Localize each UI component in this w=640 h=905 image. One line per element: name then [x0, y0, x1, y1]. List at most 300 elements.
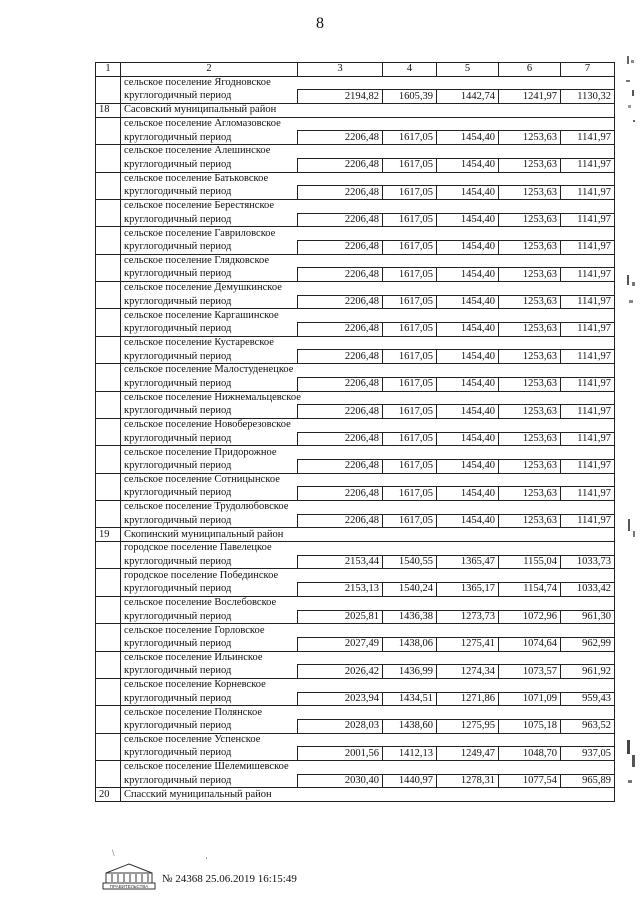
- period-label: круглогодичный период: [121, 610, 298, 624]
- tariff-value: 1253,63: [499, 514, 561, 528]
- settlement-name: сельское поселение Придорожное: [121, 446, 615, 460]
- tariff-value: 1253,63: [499, 487, 561, 501]
- tariff-value: 1141,97: [561, 295, 615, 309]
- row-index: [96, 720, 121, 734]
- tariff-value: 1141,97: [561, 213, 615, 227]
- settlement-row: [96, 336, 615, 350]
- tariff-value: 1253,63: [499, 131, 561, 145]
- period-label: круглогодичный период: [121, 213, 298, 227]
- tariff-value: 2023,94: [298, 692, 383, 706]
- district-name: Скопинский муниципальный район: [121, 528, 615, 542]
- district-row: [96, 104, 615, 118]
- tariff-value: 1253,63: [499, 405, 561, 419]
- tariff-value: 1617,05: [383, 158, 437, 172]
- tariff-value: 1454,40: [437, 459, 499, 473]
- row-index: [96, 172, 121, 186]
- tariff-value: 2206,48: [298, 323, 383, 337]
- tariff-value: 2206,48: [298, 350, 383, 364]
- tariff-value: 2206,48: [298, 213, 383, 227]
- tariff-value: 1141,97: [561, 350, 615, 364]
- period-label: круглогодичный период: [121, 720, 298, 734]
- row-index: [96, 199, 121, 213]
- settlement-name: сельское поселение Глядковское: [121, 254, 615, 268]
- table-row: [96, 405, 615, 419]
- table-row: [96, 432, 615, 446]
- district-name: Сасовский муниципальный район: [121, 104, 615, 118]
- tariff-value: 2026,42: [298, 665, 383, 679]
- row-index: [96, 186, 121, 200]
- tariff-table: [95, 62, 615, 802]
- row-index: [96, 227, 121, 241]
- settlement-name: сельское поселение Шелемишевское: [121, 761, 615, 775]
- settlement-row: [96, 733, 615, 747]
- tariff-value: 1253,63: [499, 432, 561, 446]
- row-index: [96, 282, 121, 296]
- tariff-value: 1617,05: [383, 514, 437, 528]
- scan-noise: [624, 515, 638, 555]
- tariff-value: 2001,56: [298, 747, 383, 761]
- tariff-value: 1617,05: [383, 377, 437, 391]
- tariff-value: 1141,97: [561, 377, 615, 391]
- tariff-value: 2206,48: [298, 487, 383, 501]
- tariff-value: 1130,32: [561, 90, 615, 104]
- row-index: [96, 418, 121, 432]
- tariff-value: 1438,60: [383, 720, 437, 734]
- tariff-value: 1454,40: [437, 295, 499, 309]
- tariff-value: 1617,05: [383, 487, 437, 501]
- tariff-value: 1436,38: [383, 610, 437, 624]
- table-row: [96, 583, 615, 597]
- tariff-value: 1253,63: [499, 268, 561, 282]
- row-index: [96, 761, 121, 775]
- tariff-value: 1617,05: [383, 186, 437, 200]
- settlement-row: [96, 309, 615, 323]
- scan-mark: ·: [205, 853, 208, 863]
- row-index: 19: [96, 528, 121, 542]
- page-number: 8: [316, 15, 324, 32]
- tariff-value: 1365,17: [437, 583, 499, 597]
- settlement-name: сельское поселение Малостуденецкое: [121, 364, 615, 378]
- settlement-name: сельское поселение Демушкинское: [121, 282, 615, 296]
- tariff-value: 1048,70: [499, 747, 561, 761]
- row-index: 20: [96, 788, 121, 802]
- district-name: Спасский муниципальный район: [121, 788, 615, 802]
- settlement-row: [96, 199, 615, 213]
- row-index: [96, 323, 121, 337]
- period-label: круглогодичный период: [121, 774, 298, 788]
- column-header: 1: [96, 63, 121, 77]
- tariff-value: 1454,40: [437, 432, 499, 446]
- tariff-value: 1253,63: [499, 377, 561, 391]
- tariff-value: 2206,48: [298, 514, 383, 528]
- table-row: [96, 131, 615, 145]
- table-row: [96, 186, 615, 200]
- settlement-name: сельское поселение Корневское: [121, 678, 615, 692]
- tariff-value: 1617,05: [383, 432, 437, 446]
- settlement-row: [96, 76, 615, 90]
- tariff-value: 2206,48: [298, 377, 383, 391]
- period-label: круглогодичный период: [121, 268, 298, 282]
- period-label: круглогодичный период: [121, 583, 298, 597]
- row-index: [96, 706, 121, 720]
- tariff-value: 1072,96: [499, 610, 561, 624]
- period-label: круглогодичный период: [121, 459, 298, 473]
- tariff-value: 1454,40: [437, 377, 499, 391]
- tariff-value: 2206,48: [298, 240, 383, 254]
- tariff-value: 1454,40: [437, 213, 499, 227]
- table-row: [96, 459, 615, 473]
- table-row: [96, 637, 615, 651]
- tariff-value: 2206,48: [298, 158, 383, 172]
- tariff-value: 1033,73: [561, 555, 615, 569]
- tariff-value: 1141,97: [561, 268, 615, 282]
- table-row: [96, 747, 615, 761]
- table-header-row: [96, 63, 615, 77]
- table-row: [96, 158, 615, 172]
- tariff-value: 1073,57: [499, 665, 561, 679]
- column-header: 4: [383, 63, 437, 77]
- tariff-value: 1617,05: [383, 240, 437, 254]
- tariff-value: 1440,97: [383, 774, 437, 788]
- tariff-value: 1540,55: [383, 555, 437, 569]
- settlement-name: сельское поселение Горловское: [121, 624, 615, 638]
- row-index: [96, 555, 121, 569]
- settlement-row: [96, 473, 615, 487]
- settlement-name: городское поселение Побединское: [121, 569, 615, 583]
- row-index: [96, 254, 121, 268]
- settlement-row: [96, 542, 615, 556]
- row-index: [96, 117, 121, 131]
- tariff-value: 1454,40: [437, 323, 499, 337]
- settlement-row: [96, 418, 615, 432]
- period-label: круглогодичный период: [121, 747, 298, 761]
- settlement-name: сельское поселение Успенское: [121, 733, 615, 747]
- row-index: [96, 747, 121, 761]
- row-index: [96, 405, 121, 419]
- tariff-value: 2153,13: [298, 583, 383, 597]
- settlement-row: [96, 624, 615, 638]
- tariff-value: 1436,99: [383, 665, 437, 679]
- settlement-row: [96, 145, 615, 159]
- table-row: [96, 90, 615, 104]
- row-index: [96, 391, 121, 405]
- row-index: [96, 542, 121, 556]
- tariff-value: 1141,97: [561, 240, 615, 254]
- period-label: круглогодичный период: [121, 377, 298, 391]
- tariff-value: 1141,97: [561, 459, 615, 473]
- tariff-value: 2030,40: [298, 774, 383, 788]
- settlement-row: [96, 501, 615, 515]
- tariff-value: 1365,47: [437, 555, 499, 569]
- settlement-name: сельское поселение Полянское: [121, 706, 615, 720]
- svg-text:ПРАВИТЕЛЬСТВА: ПРАВИТЕЛЬСТВА: [109, 884, 149, 889]
- settlement-name: сельское поселение Каргашинское: [121, 309, 615, 323]
- document-id: № 24368 25.06.2019 16:15:49: [162, 873, 297, 885]
- tariff-value: 1454,40: [437, 158, 499, 172]
- tariff-value: 1253,63: [499, 240, 561, 254]
- row-index: [96, 350, 121, 364]
- period-label: круглогодичный период: [121, 405, 298, 419]
- column-header: 5: [437, 63, 499, 77]
- settlement-row: [96, 364, 615, 378]
- table-row: [96, 514, 615, 528]
- tariff-value: 1454,40: [437, 405, 499, 419]
- table-row: [96, 350, 615, 364]
- period-label: круглогодичный период: [121, 158, 298, 172]
- settlement-name: городское поселение Павелецкое: [121, 542, 615, 556]
- tariff-value: 2206,48: [298, 432, 383, 446]
- table-row: [96, 774, 615, 788]
- row-index: [96, 309, 121, 323]
- row-index: [96, 364, 121, 378]
- table-row: [96, 240, 615, 254]
- tariff-value: 1412,13: [383, 747, 437, 761]
- row-index: [96, 733, 121, 747]
- district-row: [96, 528, 615, 542]
- row-index: [96, 377, 121, 391]
- settlement-name: сельское поселение Нижнемальцевское: [121, 391, 615, 405]
- row-index: [96, 514, 121, 528]
- settlement-row: [96, 391, 615, 405]
- column-header: 6: [499, 63, 561, 77]
- row-index: [96, 432, 121, 446]
- tariff-value: 963,52: [561, 720, 615, 734]
- tariff-value: 2206,48: [298, 295, 383, 309]
- tariff-value: 1253,63: [499, 350, 561, 364]
- settlement-row: [96, 678, 615, 692]
- tariff-value: 1253,63: [499, 213, 561, 227]
- settlement-row: [96, 117, 615, 131]
- tariff-value: 1075,18: [499, 720, 561, 734]
- row-index: [96, 446, 121, 460]
- tariff-value: 1033,42: [561, 583, 615, 597]
- tariff-value: 1454,40: [437, 268, 499, 282]
- district-row: [96, 788, 615, 802]
- tariff-value: 1273,73: [437, 610, 499, 624]
- tariff-value: 1141,97: [561, 131, 615, 145]
- tariff-value: 959,43: [561, 692, 615, 706]
- row-index: [96, 268, 121, 282]
- tariff-value: 1617,05: [383, 405, 437, 419]
- tariff-value: 1253,63: [499, 158, 561, 172]
- table-row: [96, 487, 615, 501]
- tariff-value: 1278,31: [437, 774, 499, 788]
- scan-mark: \: [112, 848, 115, 858]
- tariff-value: 1454,40: [437, 131, 499, 145]
- row-index: [96, 459, 121, 473]
- tariff-value: 1454,40: [437, 487, 499, 501]
- period-label: круглогодичный период: [121, 350, 298, 364]
- tariff-value: 1253,63: [499, 323, 561, 337]
- tariff-value: 2028,03: [298, 720, 383, 734]
- settlement-row: [96, 172, 615, 186]
- table-row: [96, 610, 615, 624]
- tariff-value: 965,89: [561, 774, 615, 788]
- tariff-value: 2025,81: [298, 610, 383, 624]
- row-index: [96, 76, 121, 90]
- tariff-value: 1442,74: [437, 90, 499, 104]
- settlement-row: [96, 254, 615, 268]
- tariff-value: 1241,97: [499, 90, 561, 104]
- tariff-value: 1253,63: [499, 459, 561, 473]
- tariff-value: 1454,40: [437, 186, 499, 200]
- tariff-value: 1617,05: [383, 350, 437, 364]
- tariff-value: 1141,97: [561, 158, 615, 172]
- tariff-value: 1454,40: [437, 240, 499, 254]
- table-row: [96, 295, 615, 309]
- column-header: 2: [121, 63, 298, 77]
- table-row: [96, 377, 615, 391]
- tariff-value: 1155,04: [499, 555, 561, 569]
- settlement-name: сельское поселение Ильинское: [121, 651, 615, 665]
- row-index: [96, 610, 121, 624]
- settlement-row: [96, 569, 615, 583]
- row-index: [96, 473, 121, 487]
- period-label: круглогодичный период: [121, 240, 298, 254]
- row-index: [96, 583, 121, 597]
- table-row: [96, 213, 615, 227]
- tariff-value: 1275,95: [437, 720, 499, 734]
- period-label: круглогодичный период: [121, 323, 298, 337]
- settlement-name: сельское поселение Новоберезовское: [121, 418, 615, 432]
- settlement-name: сельское поселение Вослебовское: [121, 596, 615, 610]
- period-label: круглогодичный период: [121, 90, 298, 104]
- period-label: круглогодичный период: [121, 555, 298, 569]
- row-index: [96, 158, 121, 172]
- row-index: [96, 90, 121, 104]
- row-index: [96, 213, 121, 227]
- tariff-value: 2194,82: [298, 90, 383, 104]
- period-label: круглогодичный период: [121, 665, 298, 679]
- tariff-value: 1617,05: [383, 268, 437, 282]
- tariff-value: 2153,44: [298, 555, 383, 569]
- tariff-value: 1434,51: [383, 692, 437, 706]
- tariff-value: 1454,40: [437, 514, 499, 528]
- row-index: 18: [96, 104, 121, 118]
- tariff-value: 1617,05: [383, 323, 437, 337]
- scan-noise: [624, 50, 638, 140]
- row-index: [96, 336, 121, 350]
- tariff-value: 937,05: [561, 747, 615, 761]
- row-index: [96, 295, 121, 309]
- settlement-row: [96, 446, 615, 460]
- tariff-value: 1438,06: [383, 637, 437, 651]
- settlement-name: сельское поселение Трудолюбовское: [121, 501, 615, 515]
- row-index: [96, 692, 121, 706]
- tariff-value: 1249,47: [437, 747, 499, 761]
- tariff-value: 2027,49: [298, 637, 383, 651]
- column-header: 3: [298, 63, 383, 77]
- tariff-value: 1141,97: [561, 186, 615, 200]
- row-index: [96, 487, 121, 501]
- settlement-name: сельское поселение Батьковское: [121, 172, 615, 186]
- tariff-value: 1274,34: [437, 665, 499, 679]
- table-row: [96, 692, 615, 706]
- row-index: [96, 240, 121, 254]
- tariff-value: 1071,09: [499, 692, 561, 706]
- tariff-value: 962,99: [561, 637, 615, 651]
- row-index: [96, 665, 121, 679]
- tariff-value: 1253,63: [499, 295, 561, 309]
- settlement-row: [96, 706, 615, 720]
- settlement-row: [96, 651, 615, 665]
- tariff-value: 1454,40: [437, 350, 499, 364]
- table-row: [96, 665, 615, 679]
- tariff-value: 1253,63: [499, 186, 561, 200]
- tariff-value: 1275,41: [437, 637, 499, 651]
- row-index: [96, 145, 121, 159]
- settlement-name: сельское поселение Гавриловское: [121, 227, 615, 241]
- table-row: [96, 323, 615, 337]
- settlement-name: сельское поселение Агломазовское: [121, 117, 615, 131]
- table-row: [96, 720, 615, 734]
- period-label: круглогодичный период: [121, 514, 298, 528]
- row-index: [96, 774, 121, 788]
- settlement-name: сельское поселение Ягодновское: [121, 76, 615, 90]
- row-index: [96, 678, 121, 692]
- row-index: [96, 501, 121, 515]
- row-index: [96, 637, 121, 651]
- table-row: [96, 268, 615, 282]
- settlement-row: [96, 596, 615, 610]
- tariff-value: 1605,39: [383, 90, 437, 104]
- settlement-name: сельское поселение Сотницынское: [121, 473, 615, 487]
- tariff-value: 1271,86: [437, 692, 499, 706]
- scan-noise: [624, 735, 638, 805]
- settlement-row: [96, 227, 615, 241]
- settlement-row: [96, 282, 615, 296]
- column-header: 7: [561, 63, 615, 77]
- period-label: круглогодичный период: [121, 692, 298, 706]
- tariff-value: 1540,24: [383, 583, 437, 597]
- tariff-value: 2206,48: [298, 186, 383, 200]
- tariff-value: 1074,64: [499, 637, 561, 651]
- tariff-value: 961,92: [561, 665, 615, 679]
- settlement-name: сельское поселение Берестянское: [121, 199, 615, 213]
- row-index: [96, 569, 121, 583]
- period-label: круглогодичный период: [121, 637, 298, 651]
- tariff-value: 2206,48: [298, 268, 383, 282]
- period-label: круглогодичный период: [121, 487, 298, 501]
- tariff-value: 2206,48: [298, 405, 383, 419]
- tariff-value: 1154,74: [499, 583, 561, 597]
- row-index: [96, 131, 121, 145]
- tariff-value: 2206,48: [298, 131, 383, 145]
- tariff-value: 1141,97: [561, 323, 615, 337]
- government-building-stamp-icon: [100, 862, 158, 890]
- row-index: [96, 624, 121, 638]
- period-label: круглогодичный период: [121, 131, 298, 145]
- row-index: [96, 596, 121, 610]
- period-label: круглогодичный период: [121, 295, 298, 309]
- tariff-value: 1617,05: [383, 213, 437, 227]
- tariff-value: 1617,05: [383, 295, 437, 309]
- tariff-value: 1141,97: [561, 405, 615, 419]
- period-label: круглогодичный период: [121, 186, 298, 200]
- scan-noise: [624, 270, 638, 320]
- settlement-row: [96, 761, 615, 775]
- tariff-value: 1077,54: [499, 774, 561, 788]
- tariff-value: 1617,05: [383, 131, 437, 145]
- tariff-value: 1141,97: [561, 487, 615, 501]
- table-row: [96, 555, 615, 569]
- period-label: круглогодичный период: [121, 432, 298, 446]
- tariff-value: 1617,05: [383, 459, 437, 473]
- row-index: [96, 651, 121, 665]
- settlement-name: сельское поселение Алешинское: [121, 145, 615, 159]
- tariff-value: 1141,97: [561, 514, 615, 528]
- tariff-value: 2206,48: [298, 459, 383, 473]
